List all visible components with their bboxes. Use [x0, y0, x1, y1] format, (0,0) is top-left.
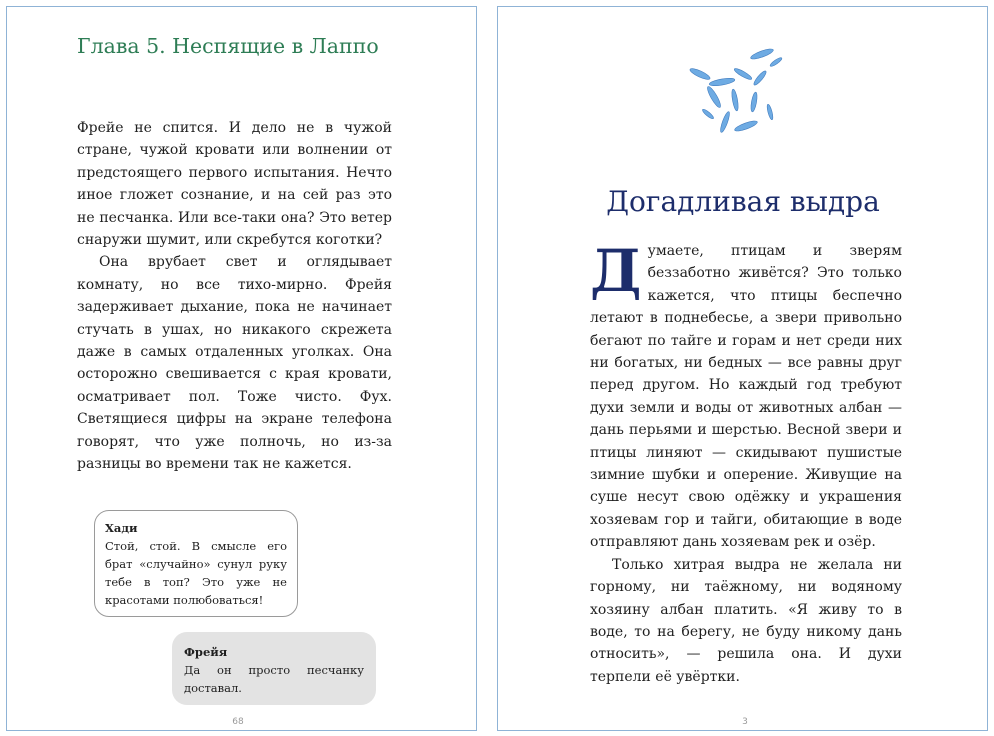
paragraph: Она врубает свет и оглядывает комнату, но все тихо-мирно. Фрейя задерживает дыхание, пока не начинает стучать в ушах, но никакого скрежета даже в самых отдаленных уголках. Она осторожно свешивается с края кровати, осматривает пол. Тоже чисто. Фух. Светящиеся цифры на экране телефона говорят, что уже полночь, но из-за разницы во времени так не кажется. — [77, 254, 392, 473]
message-speaker: Фрейя — [184, 645, 228, 659]
message-bubble-freya — [172, 632, 376, 705]
message-text: Стой, стой. В смысле его брат «случайно» сунул руку тебе в топ? Это уже не красотами полюбоваться! — [105, 539, 287, 607]
paragraph: Только хитрая выдра не желала ни горному, ни таёжному, ни водяному хозяину албан платить. «Я живу то в воде, то на берегу, не буду никому дань относить», — решила она. И духи терпели её увёртки. — [590, 556, 902, 685]
message-bubble-hadi — [94, 510, 298, 617]
right-page — [497, 6, 988, 731]
message-text: Да он просто песчанку доставал. — [184, 663, 364, 695]
paragraph-with-dropcap — [590, 237, 902, 554]
message-speaker: Хади — [105, 521, 138, 535]
story-title: Догадливая выдра — [606, 185, 880, 218]
left-body-text — [77, 117, 392, 476]
chapter-title: Глава 5. Неспящие в Лаппо — [77, 34, 379, 58]
feathers-icon — [680, 42, 790, 142]
left-page — [6, 6, 477, 731]
right-body-text — [590, 237, 902, 688]
drop-cap: Д — [590, 237, 642, 305]
page-number: 68 — [232, 717, 244, 727]
paragraph: умаете, птицам и зверям беззаботно живётся? Это только кажется, что птицы беспечно летают в поднебесье, а звери привольно бегают по тайге и горам и нет среди них ни богатых, ни бедных — все равны друг перед другом. Но каждый год требуют духи земли и воды от животных албан — дань перьями и шерстью. Весной звери и птицы линяют — скидывают пушистые зимние шубки и оперение. Живущие на суше несут свою одёжку и украшения хозяевам гор и тайги, обитающие в воде отправляют дань хозяевам рек и озёр. — [590, 243, 902, 551]
page-number: 3 — [742, 717, 748, 727]
paragraph: Фрейе не спится. И дело не в чужой стране, чужой кровати или волнении от предстоящего первого испытания. Нечто иное гложет сознание, и на сей раз это не песчанка. Или все-таки она? Это ветер снаружи шумит, или скребутся коготки? — [77, 120, 392, 249]
